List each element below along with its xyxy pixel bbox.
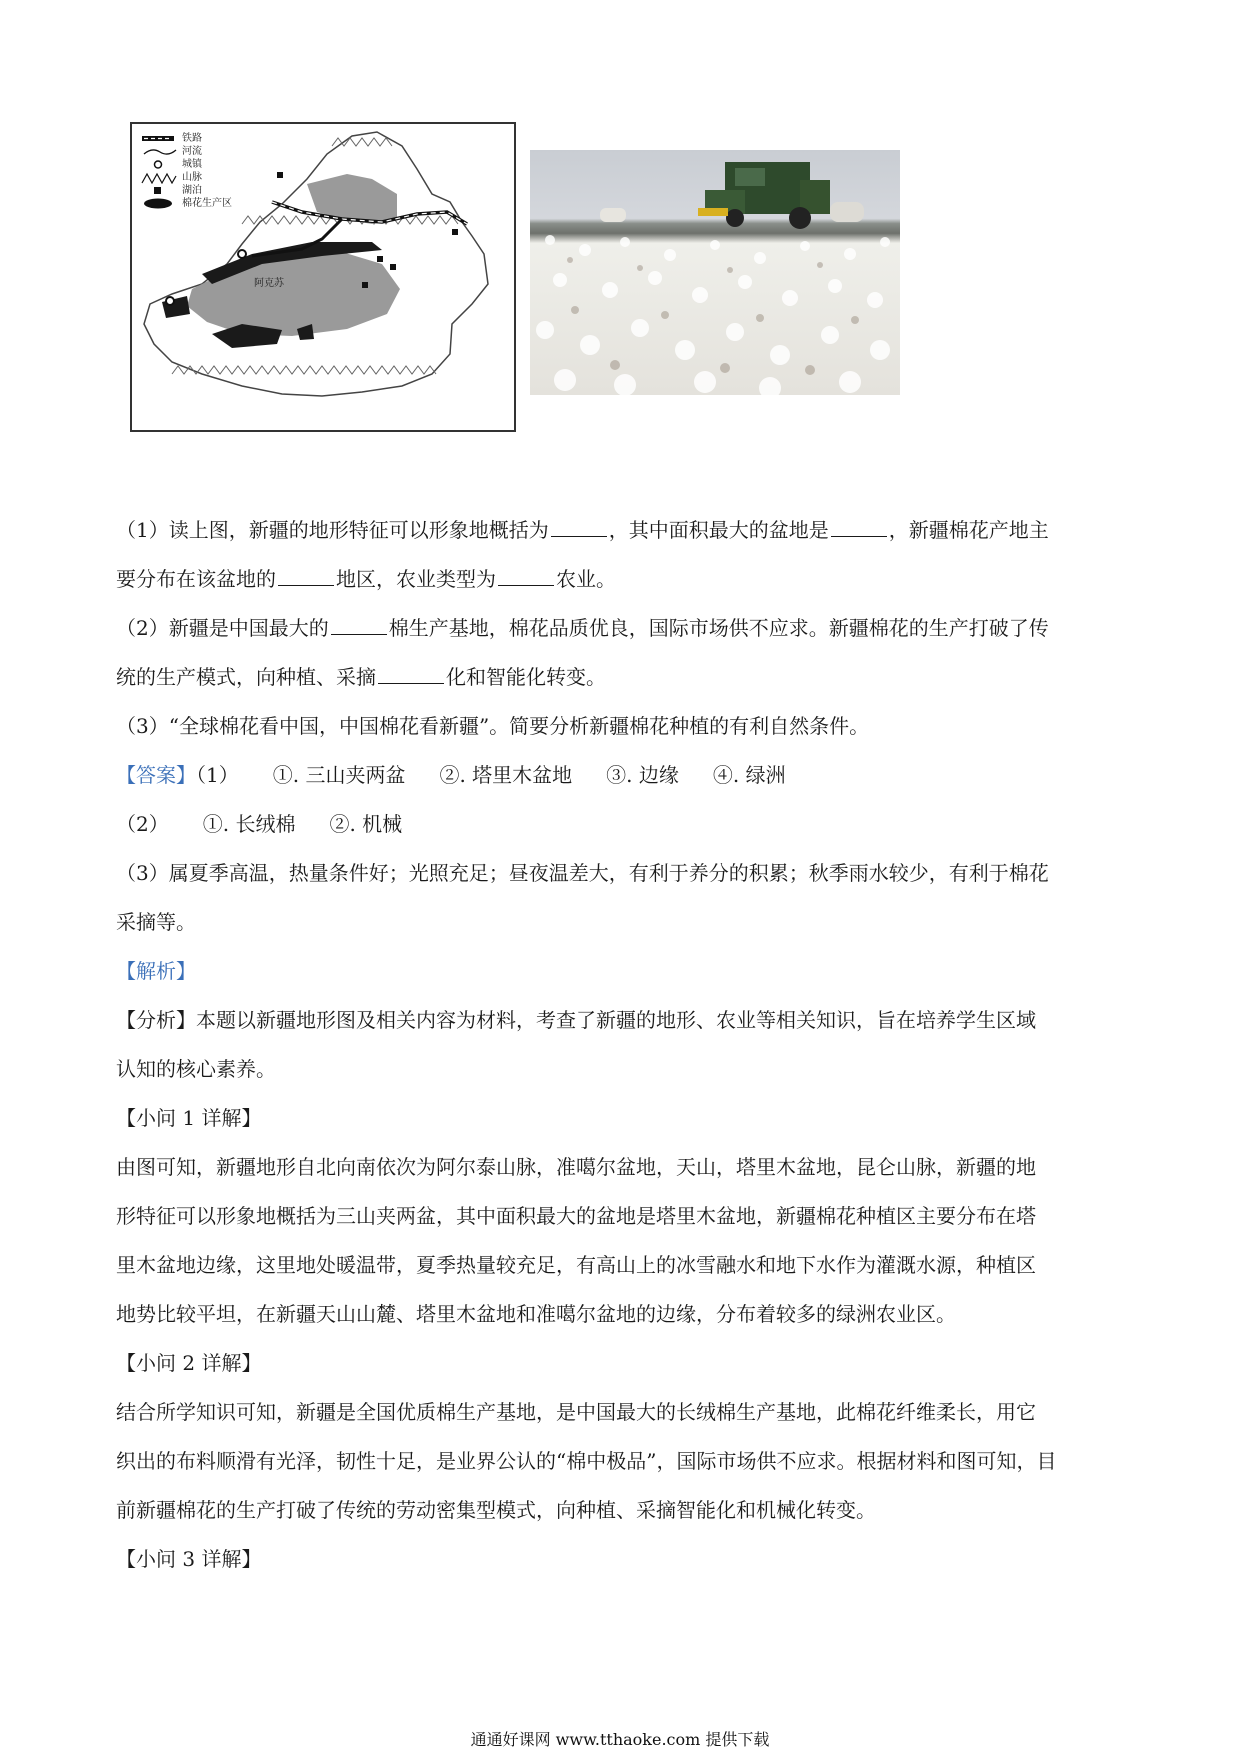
xinjiang-map-figure bbox=[130, 122, 516, 432]
cotton-bale-2 bbox=[830, 202, 864, 222]
railway-icon bbox=[140, 132, 178, 145]
question-content bbox=[116, 506, 1126, 1584]
lake-1 bbox=[277, 172, 283, 178]
sub-question-1-title: 【小问 1 详解】 bbox=[116, 1106, 262, 1130]
city-label-aksu: 阿克苏 bbox=[254, 278, 284, 289]
answer-3-line-2: 采摘等。 bbox=[116, 910, 196, 934]
answer-blank-5 bbox=[331, 612, 387, 635]
answer-blank-3 bbox=[278, 563, 334, 586]
lake-4 bbox=[390, 264, 396, 270]
lake-2 bbox=[452, 229, 458, 235]
cotton-harvest-photo bbox=[530, 150, 900, 395]
mountain-icon bbox=[140, 171, 178, 184]
city-kashgar bbox=[166, 297, 174, 305]
cotton-area-icon bbox=[140, 197, 178, 210]
analysis-intro-line-2: 认知的核心素养。 bbox=[116, 1057, 276, 1081]
sub-question-2-line-3: 前新疆棉花的生产打破了传统的劳动密集型模式，向种植、采摘智能化和机械化转变。 bbox=[116, 1498, 876, 1522]
sub-question-1-line-1: 由图可知，新疆地形自北向南依次为阿尔泰山脉，准噶尔盆地，天山，塔里木盆地，昆仑山脉，新疆的地 bbox=[116, 1155, 1036, 1179]
question-3: （3）“全球棉花看中国，中国棉花看新疆”。简要分析新疆棉花种植的有利自然条件。 bbox=[116, 714, 870, 738]
cotton-field-illustration bbox=[530, 150, 900, 395]
answer-blank-4 bbox=[498, 563, 554, 586]
map-legend bbox=[140, 132, 232, 210]
sub-question-1-line-4: 地势比较平坦，在新疆天山山麓、塔里木盆地和准噶尔盆地的边缘，分布着较多的绿洲农业区。 bbox=[116, 1302, 956, 1326]
analysis-tag: 【解析】 bbox=[116, 959, 196, 983]
answer-blank-1 bbox=[551, 514, 607, 537]
question-2-line-2: 统的生产模式，向种植、采摘 化和智能化转变。 bbox=[116, 653, 1126, 702]
cotton-bale-1 bbox=[600, 208, 626, 222]
question-2-line-1: （2）新疆是中国最大的 棉生产基地，棉花品质优良，国际市场供不应求。新疆棉花的生产打破了传 bbox=[116, 604, 1126, 653]
sub-question-2-line-2: 织出的布料顺滑有光泽，韧性十足，是业界公认的“棉中极品”，国际市场供不应求。根据材料和图可知，目 bbox=[116, 1449, 1057, 1473]
legend-item-cotton-area: 棉花生产区 bbox=[140, 197, 232, 210]
legend-item-lake: 湖泊 bbox=[140, 184, 232, 197]
sub-question-3-title: 【小问 3 详解】 bbox=[116, 1547, 262, 1571]
sub-question-2-title: 【小问 2 详解】 bbox=[116, 1351, 262, 1375]
answer-2: （2） ①. 长绒棉 ②. 机械 bbox=[116, 812, 403, 836]
lake-3 bbox=[377, 256, 383, 262]
cotton-bolls bbox=[536, 235, 890, 395]
cotton-stems bbox=[567, 257, 859, 375]
legend-item-river: 河流 bbox=[140, 145, 232, 158]
legend-item-mountain: 山脉 bbox=[140, 171, 232, 184]
lake-5 bbox=[362, 282, 368, 288]
answer-3-line-1: （3）属夏季高温，热量条件好；光照充足；昼夜温差大，有利于养分的积累；秋季雨水较少，有利于棉花 bbox=[116, 861, 1049, 885]
city-aksu bbox=[238, 250, 246, 258]
answer-1: 【答案】（1） ①. 三山夹两盆 ②. 塔里木盆地 ③. 边缘 ④. 绿洲 bbox=[116, 763, 786, 787]
sub-question-1-line-2: 形特征可以形象地概括为三山夹两盆，其中面积最大的盆地是塔里木盆地，新疆棉花种植区主要分布在塔 bbox=[116, 1204, 1036, 1228]
question-1-line-2: 要分布在该盆地的 地区，农业类型为 农业。 bbox=[116, 555, 1126, 604]
answer-blank-6 bbox=[378, 661, 444, 684]
lake-icon bbox=[140, 184, 178, 197]
sub-question-1-line-3: 里木盆地边缘，这里地处暖温带，夏季热量较充足，有高山上的冰雪融水和地下水作为灌溉水源，种植区 bbox=[116, 1253, 1036, 1277]
question-1-line-1: （1）读上图，新疆的地形特征可以形象地概括为 ，其中面积最大的盆地是 ，新疆棉花产地主 bbox=[116, 506, 1126, 555]
river-icon bbox=[140, 145, 178, 158]
answer-tag: 【答案】 bbox=[116, 763, 196, 787]
city-icon bbox=[140, 158, 178, 171]
legend-item-railway: 铁路 bbox=[140, 132, 232, 145]
page-footer: 通通好课网 www.tthaoke.com 提供下载 bbox=[470, 1730, 770, 1749]
answer-blank-2 bbox=[831, 514, 887, 537]
cotton-harvester bbox=[698, 162, 830, 229]
analysis-intro-line-1: 【分析】本题以新疆地形图及相关内容为材料，考查了新疆的地形、农业等相关知识，旨在培养学生区域 bbox=[116, 1008, 1036, 1032]
sub-question-2-line-1: 结合所学知识可知，新疆是全国优质棉生产基地，是中国最大的长绒棉生产基地，此棉花纤维柔长，用它 bbox=[116, 1400, 1036, 1424]
legend-item-city: 城镇 bbox=[140, 158, 232, 171]
